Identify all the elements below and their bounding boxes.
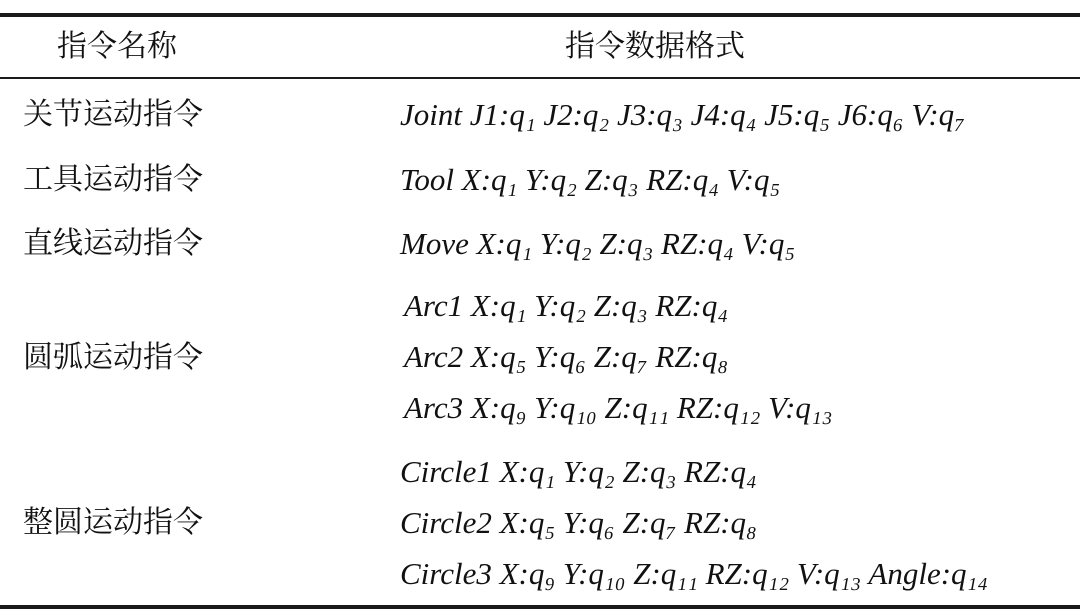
header-rule [0, 77, 1080, 79]
bottom-rule [0, 605, 1080, 609]
row-arc-line-1: Arc1 X:q₁ Y:q₂ Z:q₃ RZ:q₄ [404, 288, 729, 323]
row-move-name: 直线运动指令 [23, 226, 203, 261]
row-circle-line-2: Circle2 X:q₅ Y:q₆ Z:q₇ RZ:q₈ [400, 505, 757, 540]
row-joint-name: 关节运动指令 [23, 97, 203, 132]
row-circle-name: 整圆运动指令 [23, 505, 203, 540]
header-command-format: 指令数据格式 [565, 29, 745, 64]
top-rule [0, 13, 1080, 17]
row-circle-line-1: Circle1 X:q₁ Y:q₂ Z:q₃ RZ:q₄ [400, 454, 757, 489]
row-tool-name: 工具运动指令 [23, 162, 203, 197]
row-tool-format: Tool X:q₁ Y:q₂ Z:q₃ RZ:q₄ V:q₅ [400, 162, 781, 197]
row-arc-line-3: Arc3 X:q₉ Y:q₁₀ Z:q₁₁ RZ:q₁₂ V:q₁₃ [404, 390, 833, 425]
row-move-format: Move X:q₁ Y:q₂ Z:q₃ RZ:q₄ V:q₅ [400, 226, 796, 261]
row-arc-name: 圆弧运动指令 [23, 340, 203, 375]
row-joint-format: Joint J1:q₁ J2:q₂ J3:q₃ J4:q₄ J5:q₅ J6:q₆ V:q₇ [400, 97, 965, 132]
header-command-name: 指令名称 [57, 29, 177, 64]
row-circle-line-3: Circle3 X:q₉ Y:q₁₀ Z:q₁₁ RZ:q₁₂ V:q₁₃ Angle:q₁₄ [400, 556, 989, 591]
row-arc-line-2: Arc2 X:q₅ Y:q₆ Z:q₇ RZ:q₈ [404, 339, 729, 374]
